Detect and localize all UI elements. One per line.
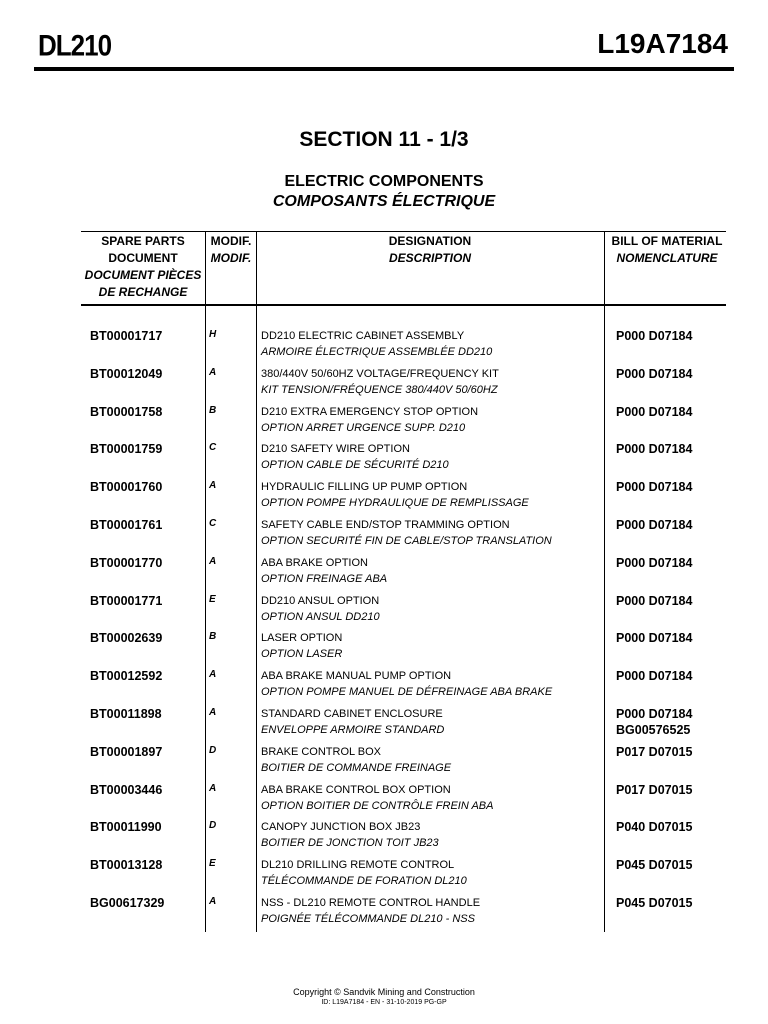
header-text: DESIGNATION	[388, 234, 472, 248]
table-body	[0, 326, 768, 931]
section-subtitle-en: ELECTRIC COMPONENTS	[284, 173, 484, 190]
description-fr: OPTION SECURITÉ FIN DE CABLE/STOP TRANSLATION	[261, 534, 552, 547]
designation-en: ABA BRAKE CONTROL BOX OPTION	[261, 783, 451, 796]
header-text: MODIF.	[210, 251, 252, 265]
modif-letter: C	[209, 442, 217, 454]
table-row	[0, 893, 768, 931]
part-reference: BT00001760	[90, 480, 163, 495]
table-row	[0, 855, 768, 893]
designation-en: LASER OPTION	[261, 632, 343, 645]
part-reference: BT00011990	[90, 820, 162, 835]
modif-letter: E	[209, 593, 216, 605]
table-top-rule	[81, 231, 726, 232]
bill-of-material: P040 D07015	[616, 820, 693, 835]
table-row	[0, 704, 768, 742]
header-text: BILL OF MATERIAL	[611, 234, 723, 248]
description-fr: OPTION POMPE MANUEL DE DÉFREINAGE ABA BRAKE	[261, 686, 553, 699]
description-fr: ARMOIRE ÉLECTRIQUE ASSEMBLÉE DD210	[261, 346, 493, 358]
modif-letter: B	[209, 631, 217, 643]
designation-en: HYDRAULIC FILLING UP PUMP OPTION	[261, 481, 468, 494]
header-text: NOMENCLATURE	[616, 251, 718, 265]
table-row	[0, 553, 768, 591]
header-bill-of-material	[604, 233, 730, 267]
bill-of-material: P000 D07184	[616, 480, 693, 495]
header-text: DOCUMENT	[108, 251, 178, 265]
bill-of-material: P000 D07184	[616, 631, 693, 646]
part-reference: BT00001761	[90, 517, 163, 532]
bill-of-material: P000 D07184	[616, 442, 693, 457]
designation-en: SAFETY CABLE END/STOP TRAMMING OPTION	[261, 518, 510, 531]
designation-en: ABA BRAKE MANUAL PUMP OPTION	[261, 670, 452, 683]
part-reference: BT00001758	[90, 404, 163, 419]
description-fr: BOITIER DE COMMANDE FREINAGE	[261, 761, 452, 774]
header-text: DE RECHANGE	[98, 285, 188, 299]
table-row	[0, 439, 768, 477]
bill-of-material: P000 D07184	[616, 669, 693, 684]
bill-of-material: P000 D07184	[616, 555, 693, 570]
designation-en: DD210 ELECTRIC CABINET ASSEMBLY	[261, 330, 465, 342]
designation-en: 380/440V 50/60HZ VOLTAGE/FREQUENCY KIT	[261, 367, 499, 380]
part-reference: BG00617329	[90, 895, 165, 910]
header-spare-parts	[81, 233, 205, 301]
part-reference: BT00001717	[90, 329, 163, 343]
part-reference: BT00012049	[90, 366, 163, 381]
designation-en: DL210 DRILLING REMOTE CONTROL	[261, 859, 455, 872]
modif-letter: A	[209, 706, 217, 718]
bill-of-material: P045 D07015	[616, 858, 693, 873]
part-reference: BT00012592	[90, 669, 163, 684]
part-reference: BT00002639	[90, 631, 163, 646]
modif-letter: A	[209, 480, 217, 492]
modif-letter: A	[209, 555, 217, 567]
header-text: DOCUMENT PIÈCES	[84, 268, 202, 282]
table-row	[0, 628, 768, 666]
modif-letter: A	[209, 669, 217, 681]
table-row	[0, 666, 768, 704]
table-row	[0, 591, 768, 629]
modif-letter: D	[209, 744, 217, 756]
description-fr: OPTION ANSUL DD210	[261, 610, 380, 623]
header-text: DESCRIPTION	[388, 251, 471, 265]
bill-of-material: P000 D07184	[616, 593, 693, 608]
modif-letter: A	[209, 366, 217, 378]
part-reference: BT00001770	[90, 555, 163, 570]
description-fr: TÉLÉCOMMANDE DE FORATION DL210	[261, 875, 467, 888]
description-fr: OPTION CABLE DE SÉCURITÉ D210	[261, 459, 449, 472]
header-text: SPARE PARTS	[101, 234, 185, 248]
description-fr: POIGNÉE TÉLÉCOMMANDE DL210 - NSS	[261, 912, 475, 925]
document-number: L19A7184	[597, 28, 728, 59]
designation-en: BRAKE CONTROL BOX	[261, 745, 382, 758]
description-fr: BOITIER DE JONCTION TOIT JB23	[261, 837, 439, 850]
part-reference: BT00013128	[90, 858, 163, 873]
table-row	[0, 817, 768, 855]
part-reference: BT00001759	[90, 442, 163, 457]
table-header-rule	[81, 304, 726, 306]
part-reference: BT00001771	[90, 593, 163, 608]
designation-en: CANOPY JUNCTION BOX JB23	[261, 821, 421, 834]
table-row	[0, 477, 768, 515]
bill-of-material: P000 D07184	[616, 404, 693, 419]
description-fr: KIT TENSION/FRÉQUENCE 380/440V 50/60HZ	[261, 383, 498, 396]
modif-letter: C	[209, 517, 217, 529]
header-modif	[205, 233, 257, 267]
table-row	[0, 326, 768, 364]
bill-of-material-secondary: BG00576525	[616, 722, 691, 737]
table-row	[0, 402, 768, 440]
part-reference: BT00011898	[90, 706, 162, 721]
designation-en: ABA BRAKE OPTION	[261, 556, 368, 569]
bill-of-material: P000 D07184	[616, 329, 693, 343]
designation-en: D210 SAFETY WIRE OPTION	[261, 443, 410, 456]
designation-en: NSS - DL210 REMOTE CONTROL HANDLE	[261, 896, 481, 909]
designation-en: STANDARD CABINET ENCLOSURE	[261, 707, 443, 720]
bill-of-material: P017 D07015	[616, 782, 693, 797]
table-row	[0, 780, 768, 818]
header-rule	[34, 67, 734, 71]
description-fr: OPTION ARRET URGENCE SUPP. D210	[261, 421, 466, 434]
bill-of-material: P000 D07184	[616, 366, 693, 381]
description-fr: OPTION BOITIER DE CONTRÔLE FREIN ABA	[261, 799, 494, 812]
designation-en: DD210 ANSUL OPTION	[261, 594, 380, 607]
modif-letter: E	[209, 858, 216, 870]
section-title: SECTION 11 - 1/3	[299, 128, 469, 151]
modif-letter: A	[209, 895, 217, 907]
table-row	[0, 515, 768, 553]
part-reference: BT00001897	[90, 744, 163, 759]
modif-letter: H	[209, 329, 217, 340]
footer-id: ID: L19A7184 - EN - 31-10-2019 PG-GP	[321, 999, 447, 1006]
header-designation	[256, 233, 604, 267]
part-reference: BT00003446	[90, 782, 163, 797]
footer-copyright: Copyright © Sandvik Mining and Construction	[293, 987, 475, 997]
header-text: MODIF.	[210, 234, 252, 248]
modif-letter: D	[209, 820, 217, 832]
model-name: DL210	[38, 28, 112, 63]
section-subtitle-fr: COMPOSANTS ÉLECTRIQUE	[272, 193, 496, 210]
bill-of-material: P017 D07015	[616, 744, 693, 759]
bill-of-material: P045 D07015	[616, 895, 693, 910]
table-row	[0, 742, 768, 780]
modif-letter: B	[209, 404, 217, 416]
description-fr: OPTION FREINAGE ABA	[261, 572, 388, 585]
description-fr: ENVELOPPE ARMOIRE STANDARD	[261, 723, 445, 736]
modif-letter: A	[209, 782, 217, 794]
bill-of-material: P000 D07184	[616, 517, 693, 532]
table-row	[0, 364, 768, 402]
bill-of-material: P000 D07184	[616, 706, 693, 721]
description-fr: OPTION LASER	[261, 648, 343, 661]
description-fr: OPTION POMPE HYDRAULIQUE DE REMPLISSAGE	[261, 497, 529, 510]
designation-en: D210 EXTRA EMERGENCY STOP OPTION	[261, 405, 479, 418]
